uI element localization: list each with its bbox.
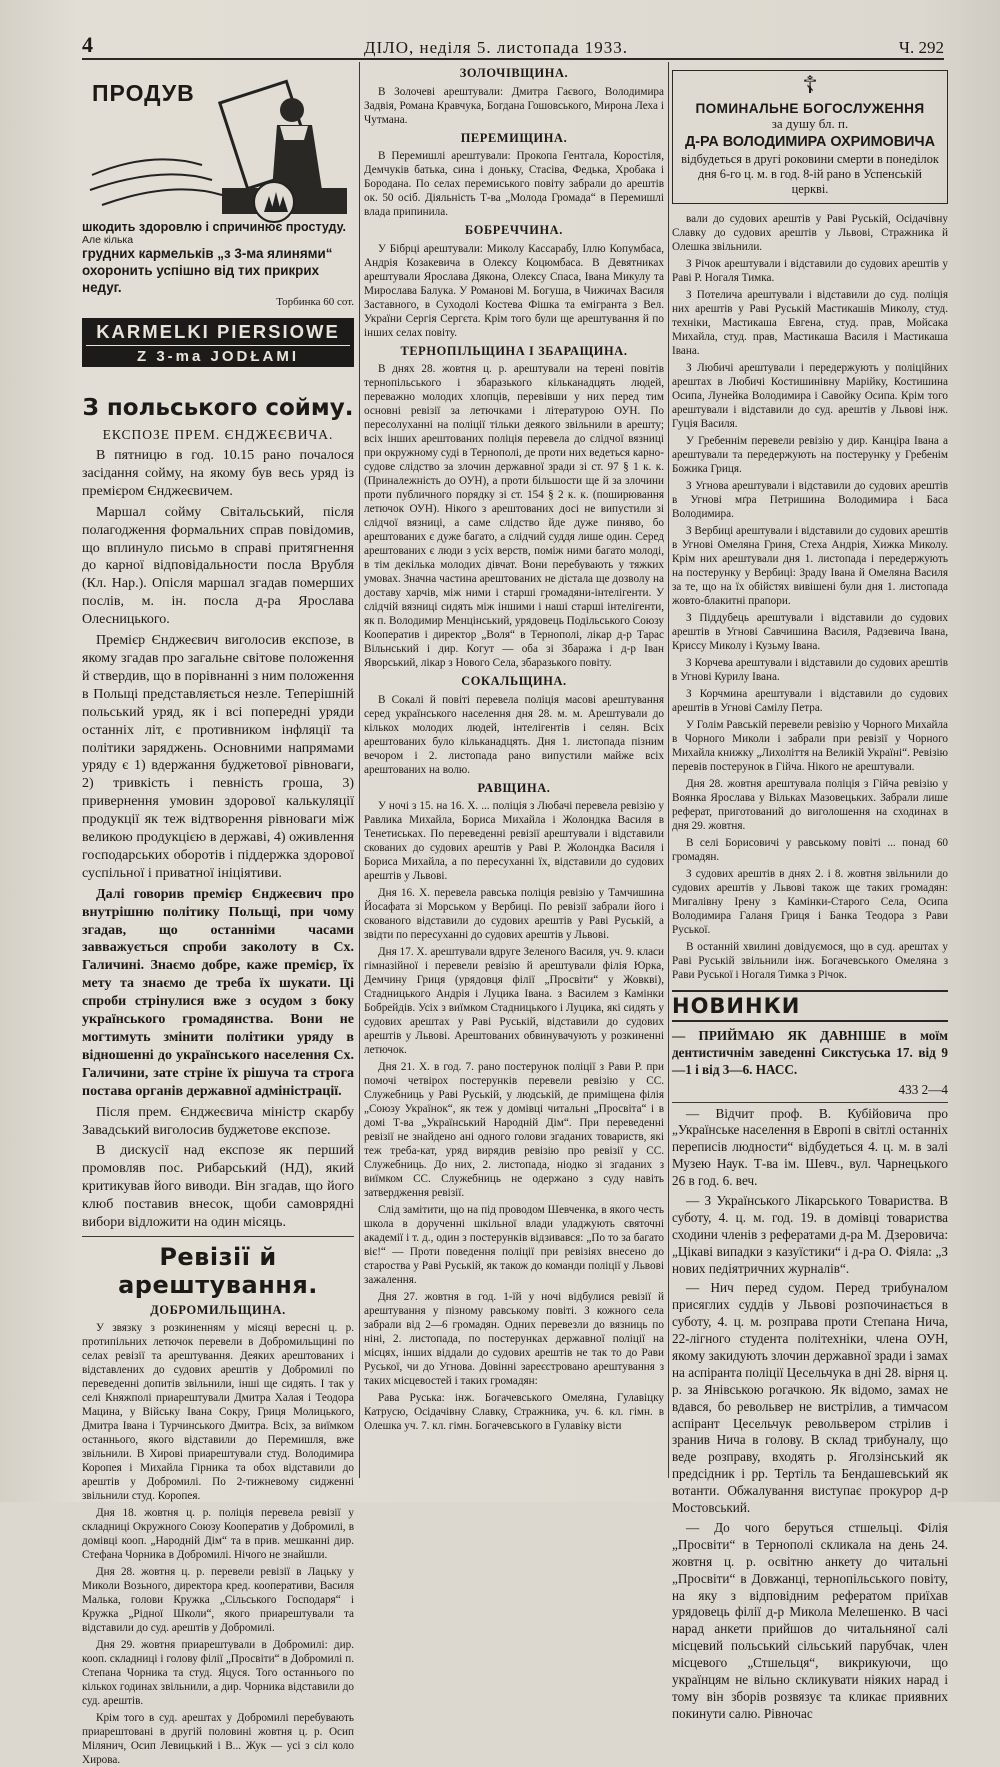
announcement-name: Д-РА ВОЛОДИМИРА ОХРИМОВИЧА: [685, 134, 935, 150]
paragraph: В останній хвилині довідуємося, що в суд. арештах у Раві Руській звільнили інж. Богачевського Омеляна з Рави Руської і Ногаля Тимка з Річок.: [672, 941, 948, 981]
memorial-announcement: [672, 70, 948, 204]
paragraph: З Вербиці арештували і відставили до судових арештів в Угнові Омеляна Гриня, Стеха Андрія, Хижка Миколу. Крім них арештували дня 1. листопада і передержують на постерунку у Вербиці: Зраду Івана й Омеляна Василя за те, що на їх обійстях вивішені були дня 1. листопада жовто-блакитні прапори.: [672, 525, 948, 607]
section-peremyshl: ПЕРЕМИЩИНА.: [460, 130, 568, 145]
page-header: [82, 28, 944, 60]
paragraph: Крім того в суд. арештах у Добромилі перебувають приарештовані в другій половині жовтня ц. р. Осип Мілянич, Осип Левицький і В... Жук — усі з сіл коло Хирова.: [82, 1711, 354, 1766]
paragraph: Дня 17. Х. арештували вдруге Зеленого Василя, уч. 9. класи гімназійної і перевели ревізію й арештували філія Юрка, Демчину Гриця (урядовця філії „Просвіти“ у Жовкві), Стадницького Андрія і Луцика Івана. з Василем з Камінки Бобрейдів. Усіх з виїмком Стадницького і Луцика, які сидять у судових арештах у Раві Руській, відставили до судових арештів у Львові. Арештованих обвинувачують у розкиненні летючок.: [364, 946, 664, 1056]
paragraph: У Голім Равській перевели ревізію у Чорного Михайла в Чорного Миколи і забрали при ревізії у Чорного Михайла книжку „Лихоліття на Великій Україні“. Ревізію перевів постерунок в Гійча. Нікого не арештували.: [672, 719, 948, 773]
issue-number: Ч. 292: [898, 38, 944, 57]
paragraph: З Угнова арештували і відставили до судових арештів в Угнові мґра Петришина Володимира і Баса Володимира.: [672, 480, 948, 520]
dentist-ad-code: 433 2—4: [898, 1081, 948, 1097]
column-rule-1: [359, 62, 360, 1478]
masthead-date: ДІЛО, неділя 5. листопада 1933.: [363, 38, 628, 57]
paragraph: В днях 28. жовтня ц. р. арештували на терені повітів тернопільського і збаразького кільканадцять людей, переважно молодих хлопців, перевівши у них перед тим основні ревізії за летючками і літературою ОУН. По пересолуханні на поліції тільки деякого звільнили в арешту; всіх інших арештованих поліція перевела до слідчої вязниці при окружному суді в Тернополі, де проти них ведеться карно-судове слідство за злочин державної зради зі ст. 97 § 1 к. к. (Приналежність до ОУН), а проти більшости ще й за злочини проти публичного порядку зі ст. 154 § 2 к. к. (поширювання летючок ОУН). Нікого з арештованих досі не випустили зі слідчої вязниці, а саме слідство йде дуже пиняво, бо арештованих є дуже багато, а слідчий суддя лише один. Серед арештованих є люди з усіх верств, поміж ними багато молоді, в тім декілька молодих дівчат. Вони перебувають у тяжких умовах. Значна частина арештованих не дістала ще дозволу на доставу харчів, між ними і старші громадяни-інтелігенти. У слідчій вязниці сидять між іншими і наші старші інтелігенти, як п. Володимир Менцінський, урядовець Подільського Союзу Кооператив і директор „Воля“ в Тернополі, лікар д-р Тарас Вільнський і дир. Когут — оба зі Збаража і д-р Іван Яворський, лікар з Нового Села, збаразького повіту.: [364, 363, 664, 669]
paragraph: В Перемишлі арештували: Прокопа Гентгала, Коростіля, Демчуків батька, сина і доньку, Стасіва, Федька, Хробака і Бородана. По селах перемиського повіту забрали до арештів ок. 50 осіб. Діяльність Т-ва „Молода Громада“ в Перемишлі влада припинила.: [364, 150, 664, 218]
man-scarf: [280, 126, 308, 140]
rava-continued-article: [672, 212, 948, 982]
paragraph: Дня 16. Х. перевела равська поліція ревізію у Тамчишина Йосафата зі Морськом у Вербиці. По ревізії забрали його і скованого відставили до судових арештів у Раві Руській, а звідти по пересуханні до судових арештів у Львові.: [364, 887, 664, 941]
ad-line-2: Але кілька: [82, 234, 134, 246]
dentist-ad-text: — ПРИЙМАЮ ЯК ДАВНІШЕ в моїм дентистичнім заведенні Сикстуська 17. від 9—1 і від 3—6. НАСС.: [672, 1028, 948, 1077]
paragraph: В селі Борисовичі у равському повіті ... понад 60 громадян.: [672, 837, 948, 863]
section-ternopil: ТЕРНОПІЛЬЩИНА І ЗБАРАЩИНА.: [400, 343, 628, 358]
paragraph: Маршал сойму Світальський, після полагодження формальних справ повідомив, що вплинуло письмо в справі притягнення до карної відповідальности посла Врубля (Кл. Нар.). Опісля маршал згадав померших послів, м. ін. посла д-ра Ярослава Олесницького.: [82, 504, 354, 628]
column-left: [82, 62, 355, 1766]
paragraph: Після прем. Єнджеєвича міністр скарбу Завадський виголосив буджетове експозе.: [82, 1104, 354, 1138]
paragraph: В Сокалі й повіті перевела поліція масові арештування серед українського населення дня 28. м. м. Арештували до кількох молодих людей, інтелігентів і селян. Всіх арештованих було кільканадцять. Дня 1. листопада пізним вечором і 2. листопада рано випустили майже всіх арештованих на волю.: [364, 693, 664, 776]
news-section-heading: НОВИНКИ: [672, 990, 948, 1022]
ad-line-3: грудних кармельків „з 3-ма ялинями“ охоронить успішно від тих прикрих недуг.: [82, 246, 333, 295]
paragraph: Рава Руська: інж. Богачевського Омеляна, Гулавіцку Катрусю, Осідачівну Славку, Стражника, уч. 6. кл. гімн. в Олешка уч. 7. кл. гімн. Богачевського в Гулавіку вісти: [364, 1392, 664, 1432]
ad-banner: [82, 318, 354, 367]
wind-lines: [90, 159, 222, 205]
divider: [82, 1236, 354, 1237]
ad-price: Торбинка 60 сот.: [276, 296, 354, 309]
ad-title: ПРОДУВ: [92, 80, 195, 106]
paragraph: вали до судових арештів у Раві Руській, Осідачівну Славку до судових арештів у Львові, Стражника й Олешка звільнили.: [672, 213, 948, 253]
column-right: [672, 62, 948, 1721]
section-rava: РАВЩИНА.: [477, 780, 551, 795]
section-bibrka: БОБРЕЧЧИНА.: [465, 223, 563, 237]
news-items: [672, 1106, 948, 1723]
paragraph: Слід замітити, що на під проводом Шевченка, в якого честь школа в дорученні шкільної влади уладжують святочні академії і т. д., один з постерунків відзивався: „По то за багато віє!“ — Проти поведення поліції при ревізіях внесено до староства у Раві Руській, як також до команди поліції у Львові зажалення.: [364, 1204, 664, 1286]
ad-line-1: шкодить здоровлю і спричинює простуду.: [82, 220, 346, 234]
ad-text: [82, 220, 354, 308]
paragraph: З Піддубець арештували і відставили до судових арештів в Угнові Савчишина Василя, Радзевича Івана, Криссу Миколу і Кузьму Івана.: [672, 612, 948, 652]
man-head: [280, 98, 304, 122]
banner-line-2: Z 3-ma JODŁAMI: [136, 348, 299, 365]
paragraph: У звязку з розкиненням у місяці вересні ц. р. протипільних летючок перевели в Добромильщині по селах ревізії та арештування. Деяких арештованих і відставлених до судових арештів у Добромилі по переведенні допитів звільнили, інші ще сидять. І так у селі Княжполі приарештували Дмитра Халая і Теодора Мацина, у Війську Івана Сокру, Гриця Молицького, Дмитра Івана і Турчинського Дмитра. Всіх, за виїмком останнього, якого відставили до Перемишля, вже звільнили. В Хирові приарештували студ. Володимира Коропея і Михайла Гірника та обох відставили до арештів у Добромилі. По 2-тижневому сидженні звільнили студ. Коропея.: [82, 1321, 354, 1502]
news-item: — З Українського Лікарського Товариства. В суботу, 4. ц. м. год. 19. в домівці товариства сходини членів з рефератами д-ра М. Дзеровича: „Цікаві випадки з казуїстики“ і д-ра О. Фіяла: „З нових педіятричних журналів“.: [672, 1193, 948, 1276]
page-number: 4: [82, 32, 93, 57]
column-middle: [364, 62, 664, 1482]
section-sokal: СОКАЛЬЩИНА.: [461, 674, 567, 688]
paragraph: З Корчмина арештували і відставили до судових арештів в Угнові Самілу Петра.: [672, 688, 948, 714]
section-dobromyl: ДОБРОМИЛЬЩИНА.: [150, 1302, 286, 1317]
section-zolochiv: ЗОЛОЧІВЩИНА.: [459, 66, 569, 80]
paragraph: Дня 28. жовтня арештувала поліція з Гійча ревізію у Воянка Ярослава у Вільках Мазовецьких. Забрали лише реферат, приготований до виголошення на сходинах в дня 29. жовтня.: [672, 778, 948, 832]
paragraph: В дискусії над експозе як перший промовляв пос. Рибарський (НД), який критикував його виводи. Він згадав, що його клюб поставив внесок, щоби самоврядні вибори відложити на один місяць.: [82, 1143, 354, 1231]
announcement-text: відбудеться в другі роковини смерти в понеділок дня 6-го ц. м. в год. 8-ій рано в Успенській церкві.: [681, 152, 939, 196]
sejm-article: [82, 447, 354, 1232]
paragraph: Далі говорив премієр Єнджеєвич про внутрішню політику Польщі, при чому згадав, що останніми часами завважується спроби заколоту в Сх. Галичині. Знаємо добре, каже премієр, їх мету та знаємо де треба їх шукати. Ці спроби стрінулися вже з осудом з боку українського громадянства. Вони не могтимуть змінити політики уряду в відношенні до українського населення Сх. Галичини, зате стріне їх рішуча та строга постава органів державної адміністрації.: [82, 886, 354, 1099]
news-item: — Відчит проф. В. Кубійовича про „Українське населення в Европі в світлі останніх переписів людности“ відбудеться 4. ц. м. в залі Музею Наук. Т-ва ім. Шевч., вул. Чарнецького 26 в год. 6. веч.: [672, 1105, 948, 1189]
subhead-expose: ЕКСПОЗЕ ПРЕМ. ЄНДЖЕЄВИЧА.: [102, 427, 334, 442]
paragraph: З Любичі арештували і передержують у поліційних арештах в Любичі Костишинівну Марійку, Костишина Осипа, Лунейка Володимира і Савойку Осипа. Крім того арештували і відставили до суд. арештів у Львові інж. Гуція Василя.: [672, 362, 948, 430]
paragraph: Дня 28. жовтня ц. р. перевели ревізії в Лацьку у Миколи Возьного, директора кред. кооперативи, Василя Малька, голови Кружка „Сільського Господаря“ і Кружка „Рідної Школи“, якого приарештували та відставили до суд. арештів у Добромилі.: [82, 1565, 354, 1634]
paragraph: З Корчева арештували і відставили до судових арештів в Угнові Курилу Івана.: [672, 657, 948, 683]
announcement-for: за душу бл. п.: [771, 116, 849, 131]
headline-sejm: З польського сойму.: [82, 395, 354, 421]
paragraph: Премієр Єнджеєвич виголосив експозе, в якому згадав про загальне світове положення й ствердив, що в порівнанні з ним положення в Польщі представляється незле. Теперішній польський уряд, як і всі попередні уряди останніх літ, є противником інфляції та політики заряджень. Основними напрямами уряду є 1) вдержання буджетової рівноваги, 2) тривкість і певність гроша, 3) привернення умовин здорової калькуляції продукції як теж відтворення рівноваги між великою продукцією в державі, 4) оживлення господарських оборотів і піддержка здорової суспільної і приватної ініціятиви.: [82, 633, 355, 881]
announcement-title: ПОМИНАЛЬНЕ БОГОСЛУЖЕННЯ: [695, 101, 925, 116]
headline-revisions: Ревізії й арештування.: [118, 1242, 318, 1299]
candy-advertisement: [82, 62, 354, 316]
banner-line-1: KARMELKI PIERSIOWE: [86, 321, 350, 346]
paragraph: З Потелича арештували і відставили до суд. поліція них арештів у Раві Руській Мастикашів Миколу, студ. техніки, Мастикаша Евгена, студ. прав, Мойсака Михайла, студ. прав, Мастикаша Василя і Мастикаша Івана.: [672, 289, 948, 357]
paragraph: В пятницю в год. 10.15 рано почалося засідання сойму, на якому був весь уряд із премієром Єнджеєвичем.: [82, 448, 354, 499]
paragraph: Дня 21. Х. в год. 7. рано постерунок поліції з Рави Р. при помочі четвірох постерунків перевели ревізію у СС. Служебниць у Раві Руській, у людській, де приміщена філія „Союзу Українок“, як теж у домівці читальні „Просвіта“ і в домі Т-ва „Український Народній Дім“. При переведенні ревізії не знайдено ані одного голови згаданих товариств, які теж треба-кат, уряд вирядив ревізію про ревізії у СС. Служебниць. До них, 2. листопада, ніодко зі згаданих з виїмком СС. Служебниць не одержано з суду навіть затвердження ревізії.: [364, 1061, 664, 1199]
paragraph: У ночі з 15. на 16. Х. ... поліція з Любачі перевела ревізію у Равлика Михайла, Бориса Михайла і Жолондка Василя в Тенетиськах. По переведенні ревізії арештували і відставили скованих до судових арештів у Раві Р. Жолондка Василя і Бориса Михайла, а по пересуханні їх, відставили до судових арештів у Львові.: [364, 800, 664, 882]
dobromyl-article: [82, 1321, 354, 1767]
paragraph: У Бібрці арештували: Миколу Кассарабу, Іллю Копумбаса, Андрія Козакевича в Олексу Коцюмбаса. В Девятниках арештували Ярослава Дякона, Олексу Спаса, Івана Микулу та Мирослава Балука. У Романові М. Богуша, в Чижичах Василя Заставного, в Суходолі Костева Фішка та емігранта з Вел. України Сергія Сергєта. Крім того були ще арештування й по інших селах повіту.: [364, 242, 664, 339]
paragraph: Дня 18. жовтня ц. р. поліція перевела ревізії у складниці Окружного Союзу Кооператив у Добромилі, в домівці кооп. „Народній Дім“ та в прив. мешканні дир. Стефана Чорника в Добромилі. Нічого не знайшли.: [82, 1506, 354, 1561]
news-item: — Нич перед судом. Перед трибуналом присяглих суддів у Львові розпочинається в суботу, 4. ц. м. розправа проти Степана Нича, 22-лігного студента політехніки, члена ОУН, якому закидують злочин державної зради і замах на аспіранта поліції Цесельчука в дні 28. вірня ц. р. за Янівською рогачкою. Як відомо, замах не вдався, бо револьвер не вистрілив, а тимчасом аспірант Цесельчук револьвером стрілив і зранив Нича в голову. В склад трибуналу, що веде розправу, входять р. Яголзінський як предсідник і рр. Тертіль та Бендашевський як вотанти. Обжалування виступає прокурор д-р Мостовський.: [672, 1280, 948, 1516]
dentist-ad: [672, 1028, 948, 1103]
news-item: — До чого беруться стшельці. Філія „Просвіти“ в Тернополі скликала на день 24. жовтня ц. р. освітню анкету до читальні „Просвіти“ в Довжанці, тернопільського повіту, на яку з відповідним рефератом приїхав урядовець філії д-р Микола Мелешенко. В часі нарад анкети прийшов до читальняної салі місцевий польський сільський парубчак, член місцевого „Стшельця“, викрикуючи, що українцям не вільно скликувати ніяких нарад і тому він зборів розвязує та кликає приявних покинути салю. Рівночас: [672, 1519, 948, 1721]
paragraph: В Золочеві арештували: Дмитра Гаєвого, Володимира Задвія, Романа Кравчука, Богдана Гошовського, Мирона Леха і Чутмана.: [364, 85, 664, 126]
orthodox-cross-icon: ☦: [802, 73, 818, 99]
paragraph: З Річок арештували і відставили до судових арештів у Раві Р. Ногаля Тимка.: [672, 258, 948, 284]
paragraph: У Гребеннім перевели ревізію у дир. Канціра Івана а арештували та передержують на постерунку у Гребенім Божика Гриця.: [672, 435, 948, 475]
paragraph: З судових арештів в днях 2. і 8. жовтня звільнили до судових арештів у Львові також ще таких громадян: Мигалівну Ірену з Камінки-Старого Села, Осипа Володимира Галаня Гриця і Банка Теодора з Рави Руської.: [672, 868, 948, 936]
ad-illustration: [82, 70, 354, 220]
column-rule-2: [668, 62, 669, 1478]
paragraph: Дня 27. жовтня в год. 1-їй у ночі відбулися ревізії й арештування у пізному равському повіті. З кожного села забрали від 2—6 громадян. Одних перевезли до вязниць по ніні, 2. листопада, по постерунках державної поліції на місцях, інших віддали до судових арештів не так то до Рави Руської, чи до Угнова. Довінні зареєстровано арештування з таких місцевостей і таких громадян:: [364, 1291, 664, 1387]
paragraph: Дня 29. жовтня приарештували в Добромилі: дир. кооп. складниці і голову філії „Просвіти“ в Добромилі п. Степана Чорника та студ. Яцуся. Того останнього по кількох годинах звільнили, а дир. Чорника відставили до суд. арештів.: [82, 1638, 354, 1707]
